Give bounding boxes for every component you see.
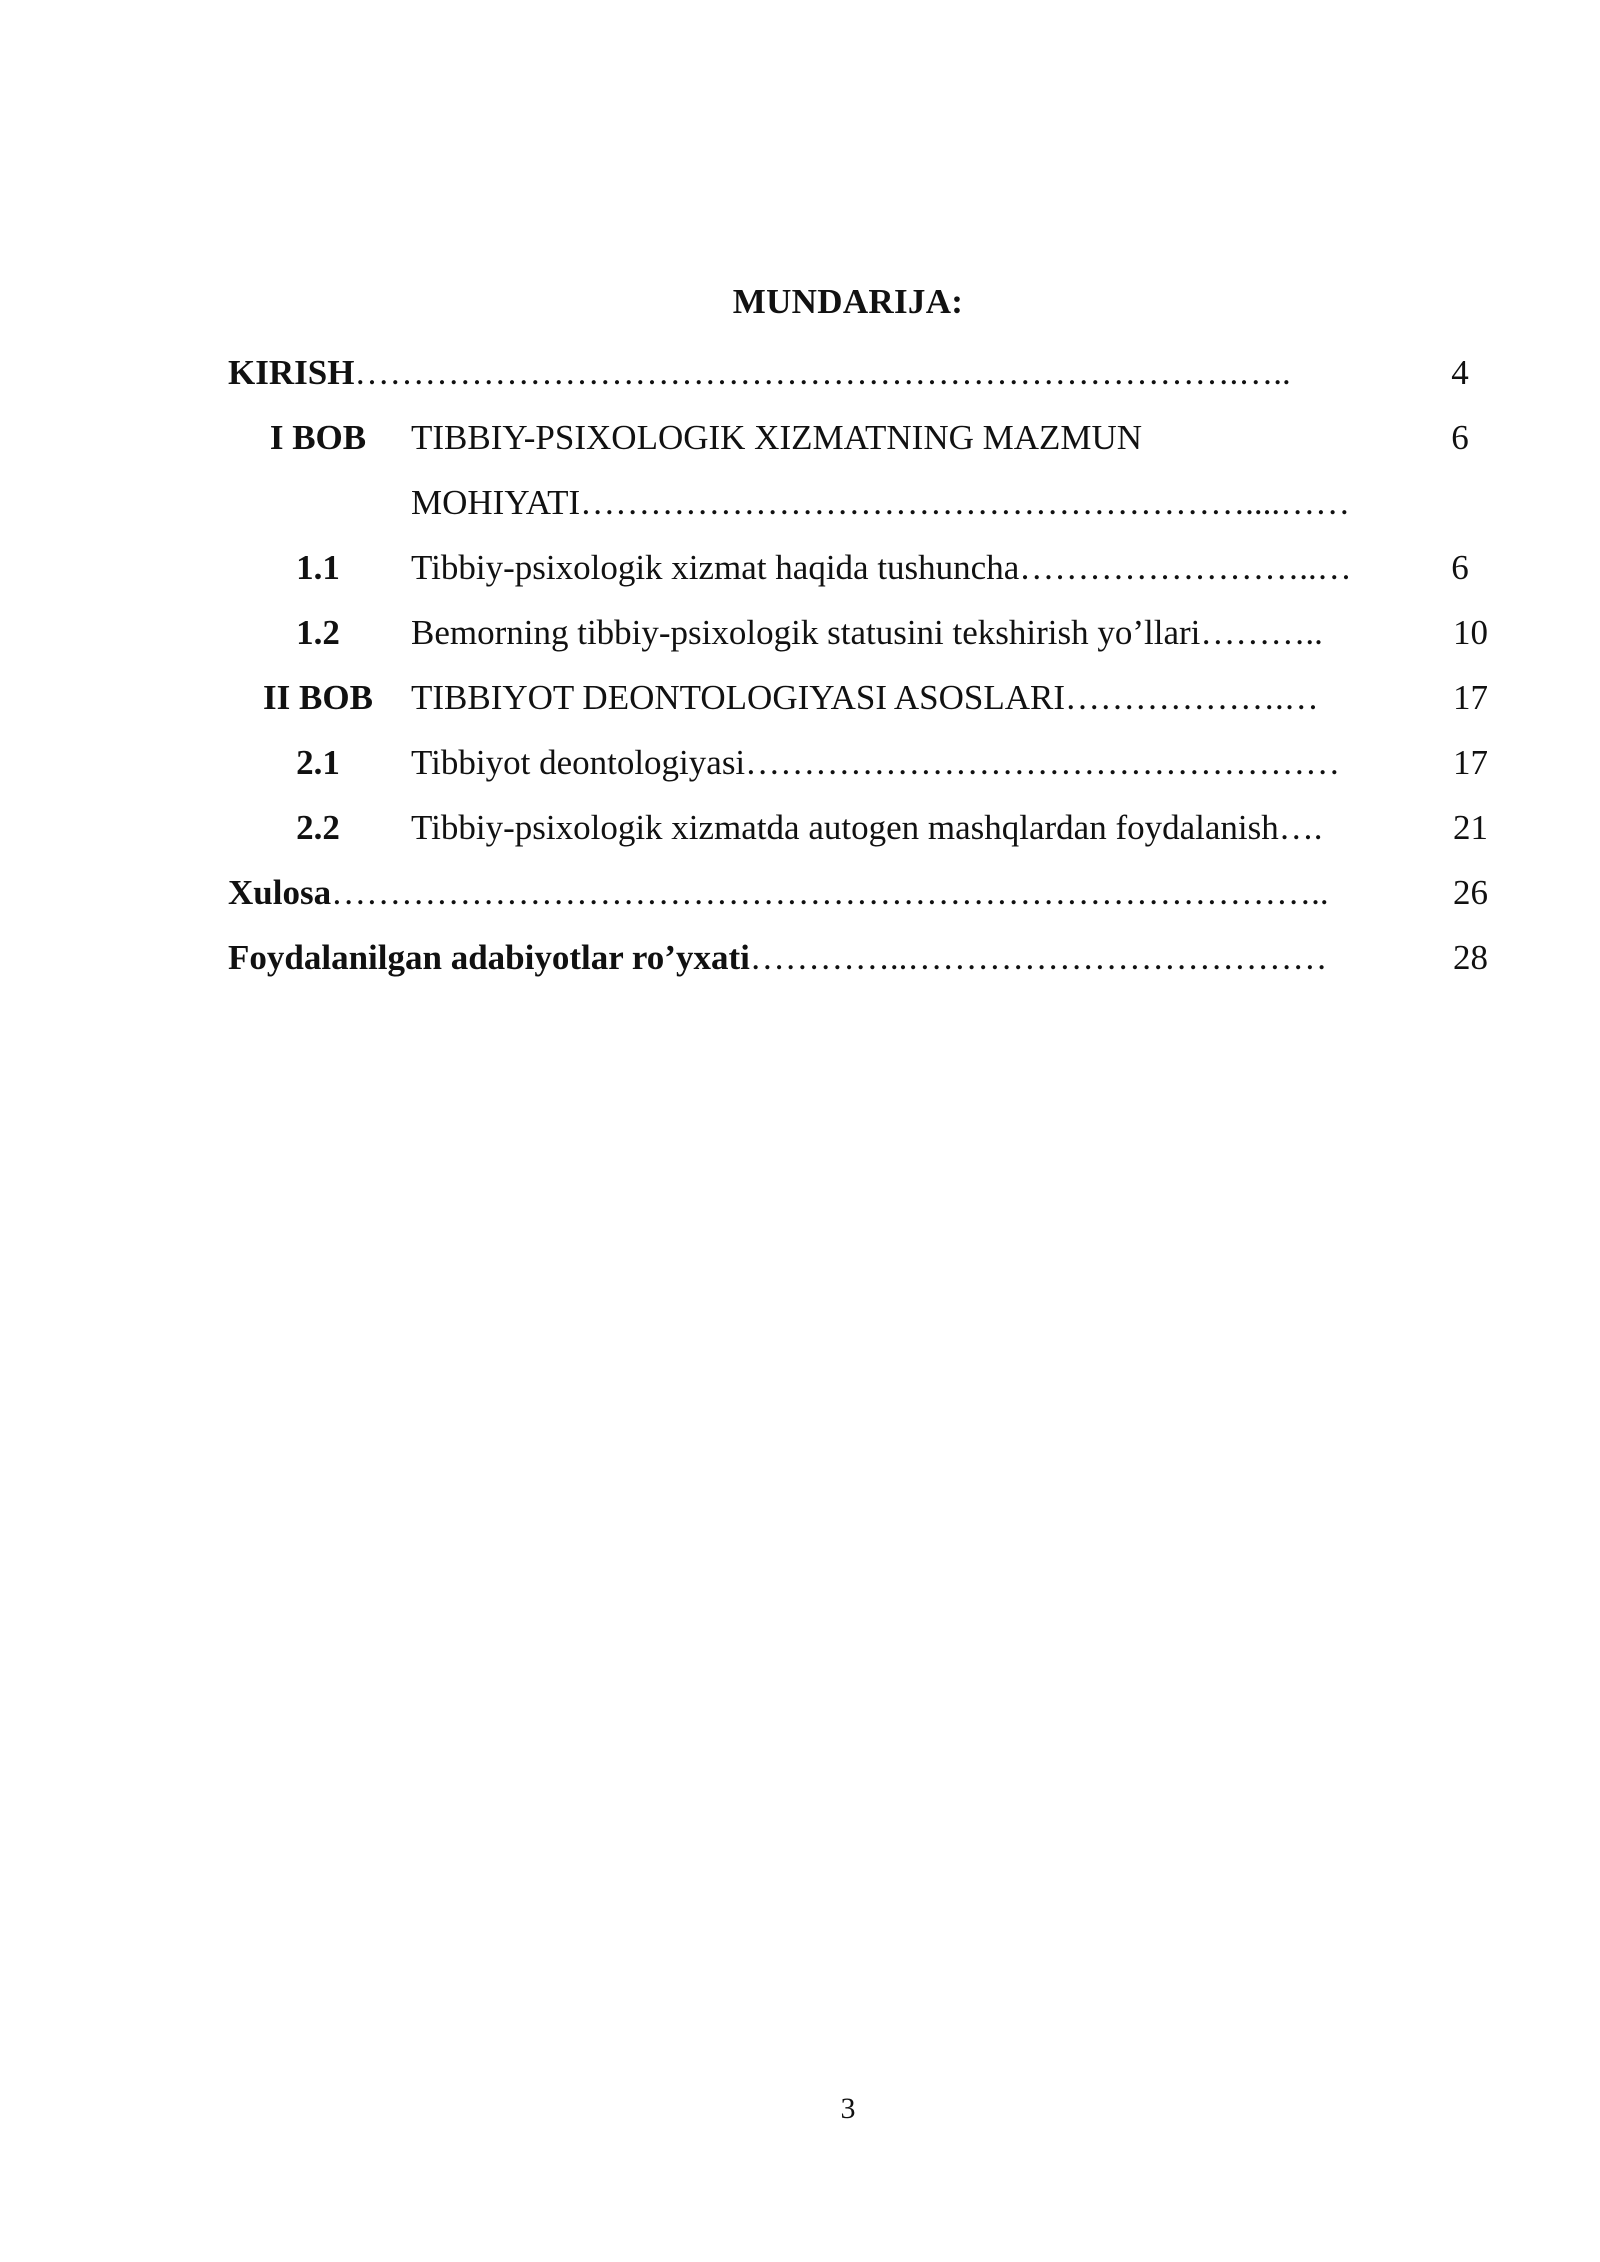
toc-title: Foydalanilgan adabiyotlar ro’yxati xyxy=(228,938,750,977)
toc-leader-dots: …………..……………………………… xyxy=(749,938,1328,977)
toc-leader-dots: ……….. xyxy=(1200,613,1323,652)
toc-leader-dots: ……………….… xyxy=(1065,678,1319,717)
toc-page-number: 17 xyxy=(1453,678,1488,717)
toc-row-kirish xyxy=(228,340,1498,405)
toc-leader-dots: ………………………………………………………………………….. xyxy=(331,873,1329,912)
toc-row-1-1 xyxy=(228,535,1498,600)
toc-title: Tibbiy-psixologik xizmat haqida tushuncha xyxy=(411,548,1020,587)
toc-section-number: II BOB xyxy=(263,678,373,717)
table-of-contents xyxy=(228,340,1498,990)
toc-row-xulosa xyxy=(228,860,1498,925)
toc-row-1-2 xyxy=(228,600,1498,665)
toc-row-chapter-1 xyxy=(228,405,1498,470)
toc-title: Bemorning tibbiy-psixologik statusini tekshirish yo’llari xyxy=(411,613,1201,652)
toc-leader-dots: …………………………………………… xyxy=(745,743,1341,782)
toc-title: Tibbiy-psixologik xizmatda autogen mashqlardan foydalanish xyxy=(411,808,1279,847)
toc-page-number: 28 xyxy=(1453,938,1488,977)
toc-row-2-2 xyxy=(228,795,1498,860)
toc-row-chapter-2 xyxy=(228,665,1498,730)
toc-row-references xyxy=(228,925,1498,990)
toc-title: TIBBIYOT DEONTOLOGIYASI ASOSLARI xyxy=(411,678,1065,717)
toc-page-number: 4 xyxy=(1451,353,1469,392)
toc-title: TIBBIY-PSIXOLOGIK XIZMATNING MAZMUN xyxy=(411,418,1143,457)
toc-row-chapter-1-continued xyxy=(228,470,1498,535)
toc-title: MOHIYATI xyxy=(411,483,581,522)
toc-section-number: 2.2 xyxy=(296,808,340,847)
toc-page-number: 6 xyxy=(1451,548,1469,587)
toc-leader-dots: ……………………..… xyxy=(1019,548,1352,587)
toc-page-number: 21 xyxy=(1453,808,1488,847)
toc-row-2-1 xyxy=(228,730,1498,795)
toc-leader-dots: …………………………………………………....…… xyxy=(580,483,1351,522)
toc-heading: MUNDARIJA: xyxy=(732,282,964,321)
toc-title: KIRISH xyxy=(228,353,355,392)
toc-section-number: 2.1 xyxy=(296,743,340,782)
toc-title: Xulosa xyxy=(228,873,332,912)
toc-title: Tibbiyot deontologiyasi xyxy=(411,743,746,782)
toc-leader-dots: ………………………………………………………………….….. xyxy=(354,353,1291,392)
toc-leader-dots: …. xyxy=(1278,808,1323,847)
toc-page-number: 17 xyxy=(1453,743,1488,782)
page-number: 3 xyxy=(840,2092,856,2125)
toc-page-number: 6 xyxy=(1451,418,1469,457)
toc-page-number: 26 xyxy=(1453,873,1488,912)
toc-section-number: 1.2 xyxy=(296,613,340,652)
toc-page-number: 10 xyxy=(1453,613,1488,652)
toc-section-number: I BOB xyxy=(269,418,367,457)
toc-section-number: 1.1 xyxy=(296,548,340,587)
